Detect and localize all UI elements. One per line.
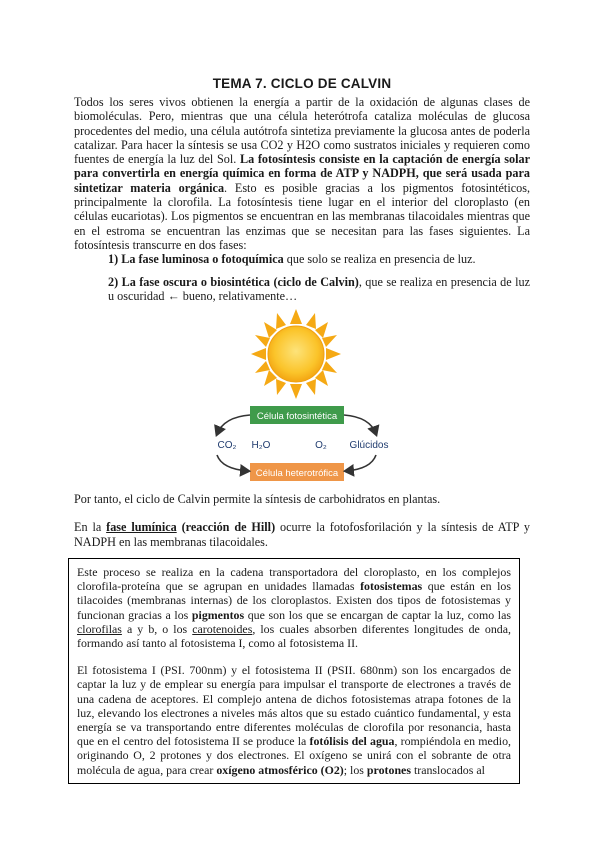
box-p2-text-c: , rompiéndola en medio, originando O, 2 protones y dos electrones. El oxígeno se unirá con el sobrante de otra molécula de agua, para crear: [77, 734, 511, 777]
box-p1-carotenoides: carotenoides: [192, 621, 253, 636]
intro-text-1: Todos los seres vivos obtienen la energía a partir de la oxidación de algunas clases de biomoléculas. Pero, mientras que una célula heterótrofa cataliza moléculas de glucosa procedentes del medio, una célula autótrofa sintetiza previamente la glucosa antes de poderla catalizar. Para hacer la síntesis se usa CO2 y H2O como sustratos iniciales y requieren como fuentes de energía la luz del Sol.: [74, 95, 530, 167]
glucidos-label: Glúcidos: [349, 440, 389, 452]
arrow-left-up-icon: [217, 415, 250, 434]
arrow-left-down-icon: [217, 455, 248, 471]
o2-label: O₂: [315, 440, 327, 452]
box-p2-text-a: El fotosistema I (PSI. 700nm) y el fotosistema II (PSII. 680nm) son los encargados de captar la luz y de emplear su energía para impulsar el transporte de electrones a través de una cadena de aceptores. El complejo antena de dichos fotosistemas atrapa fotones de la luz, elevando los electrones a niveles más altos que su estado cuántico fundamental, y esta energía se va transportando entre diferentes moléculas de clorofila por resonancia, hasta que en el centro del fotosistema II se produce la: [77, 663, 511, 749]
box-p2-text-e: ; los: [343, 762, 367, 777]
luminosa-pre: En la: [74, 520, 107, 535]
luminosa-term: fase lumínica: [106, 520, 177, 535]
box-p2-text-g: translocados al: [410, 762, 485, 777]
h2o-label: H₂O: [251, 440, 271, 452]
phase-2-item: [74, 275, 530, 304]
box-p1-pigmentos: pigmentos: [191, 607, 245, 622]
arrow-right-down-icon: [344, 415, 376, 434]
intro-bold-definition: La fotosíntesis consiste en la captación de energía solar para convertirla en energía química en forma de ATP y NADPH, que será usada para sintetizar materia orgánica: [74, 152, 530, 195]
bottom-box-label: Célula heterotrófica: [255, 468, 339, 480]
box-p1-clorofilas: clorofilas: [77, 621, 122, 636]
box-paragraph-1: [77, 565, 511, 650]
photosynthesis-diagram: [74, 309, 530, 484]
luminosa-paragraph: [74, 520, 530, 549]
box-p2-fotolisis: fotólisis del agua: [309, 734, 395, 749]
luminosa-hill: (reacción de Hill): [176, 520, 276, 535]
box-p1-text-e: que son los que se encargan de captar la luz, como las: [244, 607, 511, 622]
fotosistemas-box: [68, 558, 520, 784]
phase-1-text: que solo se realiza en presencia de luz.: [283, 252, 476, 267]
phase-2-label: 2) La fase oscura o biosintética (ciclo de Calvin): [108, 274, 359, 289]
box-p1-text-a: Este proceso se realiza en la cadena transportadora del cloroplasto, en los complejos clorofila-proteína que se agrupan en unidades llamadas: [77, 565, 511, 594]
phase-1-label: 1) La fase luminosa o fotoquímica: [108, 252, 284, 267]
page-title: TEMA 7. CICLO DE CALVIN: [212, 76, 392, 91]
box-p1-text-g: a y b, o los: [121, 621, 193, 636]
box-p2-protones: protones: [366, 762, 411, 777]
arrow-right-up-icon: [346, 455, 376, 471]
diagram-svg: [74, 309, 530, 484]
phase-2-text: , que se realiza en presencia de luz u oscuridad ← bueno, relativamente…: [108, 274, 530, 303]
co2-label: CO₂: [217, 440, 237, 452]
top-box-label: Célula fotosintética: [256, 411, 338, 423]
intro-paragraph: [74, 95, 530, 252]
phase-1-item: [74, 252, 530, 266]
intro-text-2: . Esto es posible gracias a los pigmentos fotosintéticos, principalmente la clorofila. La fotosíntesis tiene lugar en el interior del cloroplasto (en células eucariotas). Los pigmentos se encuentran en las membranas tilacoidales mientras que en el estroma se encuentran las enzimas que se necesitan para las fases siguientes. La fotosíntesis transcurre en dos fases:: [74, 180, 530, 252]
box-p1-fotosistemas: fotosistemas: [360, 579, 423, 594]
luminosa-rest: ocurre la fotofosforilación y la síntesis de ATP y NADPH en las membranas tilacoidales.: [74, 520, 530, 549]
box-p1-text-i: , los cuales absorben diferentes longitudes de onda, formando así tanto al fotosistema I, como al fotosistema II.: [77, 621, 511, 651]
box-p1-text-c: que están en los tilacoides (membranas internas) de los cloroplastos. Existen dos tipos de fotosistemas y funcionan gracias a los: [77, 579, 511, 622]
calvin-sentence: Por tanto, el ciclo de Calvin permite la síntesis de carbohidratos en plantas.: [74, 492, 441, 507]
box-p2-oxigeno: oxígeno atmosférico (O2): [216, 762, 344, 777]
document-page: [74, 76, 530, 784]
sun-icon: [251, 309, 341, 399]
box-paragraph-2: [77, 663, 511, 777]
